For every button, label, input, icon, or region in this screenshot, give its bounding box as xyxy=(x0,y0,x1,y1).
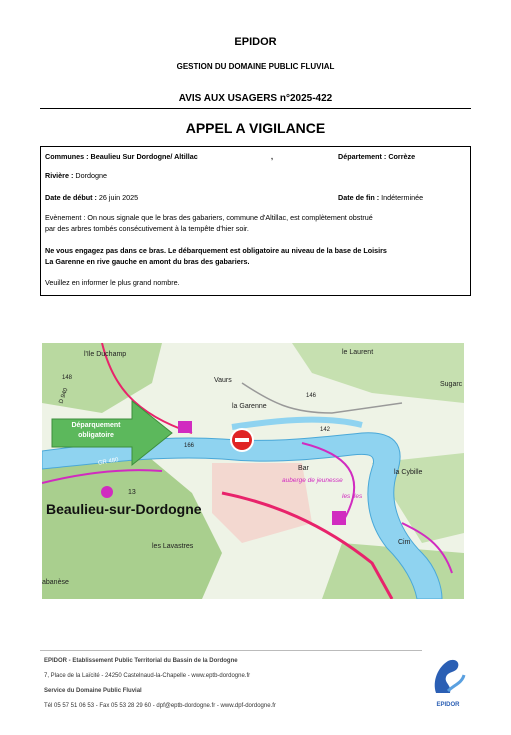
department-name: GESTION DU DOMAINE PUBLIC FLUVIAL xyxy=(176,62,335,71)
road-label: D 940 xyxy=(58,387,70,405)
trail-label: GR 480 xyxy=(97,457,120,467)
footer-org: EPIDOR - Etablissement Public Territorial du Bassin de la Dordogne xyxy=(44,658,238,664)
town-label: Beaulieu-sur-Dordogne xyxy=(46,501,202,517)
place-label: la Cybille xyxy=(394,469,423,476)
footer-address: 7, Place de la Laïcité - 24250 Castelnaud-la-Chapelle - www.eptb-dordogne.fr xyxy=(44,673,251,679)
communes: Communes : Beaulieu Sur Dordogne/ Altillac xyxy=(45,152,198,161)
date-debut-row xyxy=(45,193,138,203)
date-fin-row xyxy=(338,193,423,203)
departement: Département : Corrèze xyxy=(338,152,416,161)
riviere-value: Dordogne xyxy=(75,171,107,180)
info-icon xyxy=(101,486,113,498)
place-label: abanèse xyxy=(42,579,69,586)
campsite-icon xyxy=(332,511,346,525)
footer-service: Service du Domaine Public Fluvial xyxy=(44,688,142,694)
footer-divider xyxy=(40,650,422,651)
evenement-line-2: par des arbres tombés consécutivement à la tempête d'hier soir. xyxy=(45,224,249,233)
riviere-label: Rivière : xyxy=(45,171,76,180)
place-label: Vaurs xyxy=(214,377,232,384)
place-label: l'Ile Duchamp xyxy=(84,351,127,358)
altitude-label: 142 xyxy=(320,427,331,433)
landing-icon xyxy=(178,421,192,433)
place-label: le Laurent xyxy=(342,349,374,356)
epidor-logo xyxy=(428,655,468,707)
closing-line: Veuillez en informer le plus grand nombre. xyxy=(45,278,180,287)
place-label: Sugarc xyxy=(440,381,463,388)
place-label: les Lavastres xyxy=(152,543,194,550)
notice-number: AVIS AUX USAGERS n°2025-422 xyxy=(178,93,333,104)
footer xyxy=(44,654,276,714)
altitude-label: 146 xyxy=(306,393,317,399)
org-name: EPIDOR xyxy=(234,36,277,48)
place-label: Bar xyxy=(298,465,309,472)
epidor-logo-icon xyxy=(428,655,468,697)
arrow-label-line-1: Déparquement xyxy=(71,422,121,429)
place-label: auberge de jeunesse xyxy=(282,477,343,484)
footer-contact: Tél 05 57 51 06 53 - Fax 05 53 28 29 60 - dpf@eptb-dordogne.fr - www.dpf-dordogne.fr xyxy=(44,703,276,709)
date-debut-value: 26 juin 2025 xyxy=(98,193,139,202)
altitude-label: 166 xyxy=(184,443,195,449)
logo-text: EPIDOR xyxy=(436,702,460,708)
date-fin-label: Date de fin : xyxy=(338,193,382,202)
no-entry-icon-bar xyxy=(235,438,249,442)
riviere-row xyxy=(45,171,107,181)
arrow-label xyxy=(56,421,136,441)
place-label: la Garenne xyxy=(232,403,267,410)
place-label: Cim xyxy=(398,539,411,546)
arrow-label-line-2: obligatoire xyxy=(78,432,114,439)
date-debut-label: Date de début : xyxy=(45,193,99,202)
page-title: APPEL A VIGILANCE xyxy=(185,120,326,136)
map xyxy=(42,343,464,599)
warning-line-1: Ne vous engagez pas dans ce bras. Le débarquement est obligatoire au niveau de la base de Loisirs xyxy=(45,246,387,255)
notice-box xyxy=(40,146,471,296)
comma: , xyxy=(271,152,273,161)
date-fin-value: Indéterminée xyxy=(381,193,424,202)
place-label: les Iles xyxy=(342,493,363,500)
warning-line-2: La Garenne en rive gauche en amont du bras des gabariers. xyxy=(45,257,250,266)
altitude-label: 148 xyxy=(62,375,73,381)
altitude-label: 13 xyxy=(128,489,136,496)
evenement-line-1: Evènement : On nous signale que le bras des gabariers, commune d'Altillac, est complètement obstrué xyxy=(45,213,373,222)
divider xyxy=(40,108,471,109)
